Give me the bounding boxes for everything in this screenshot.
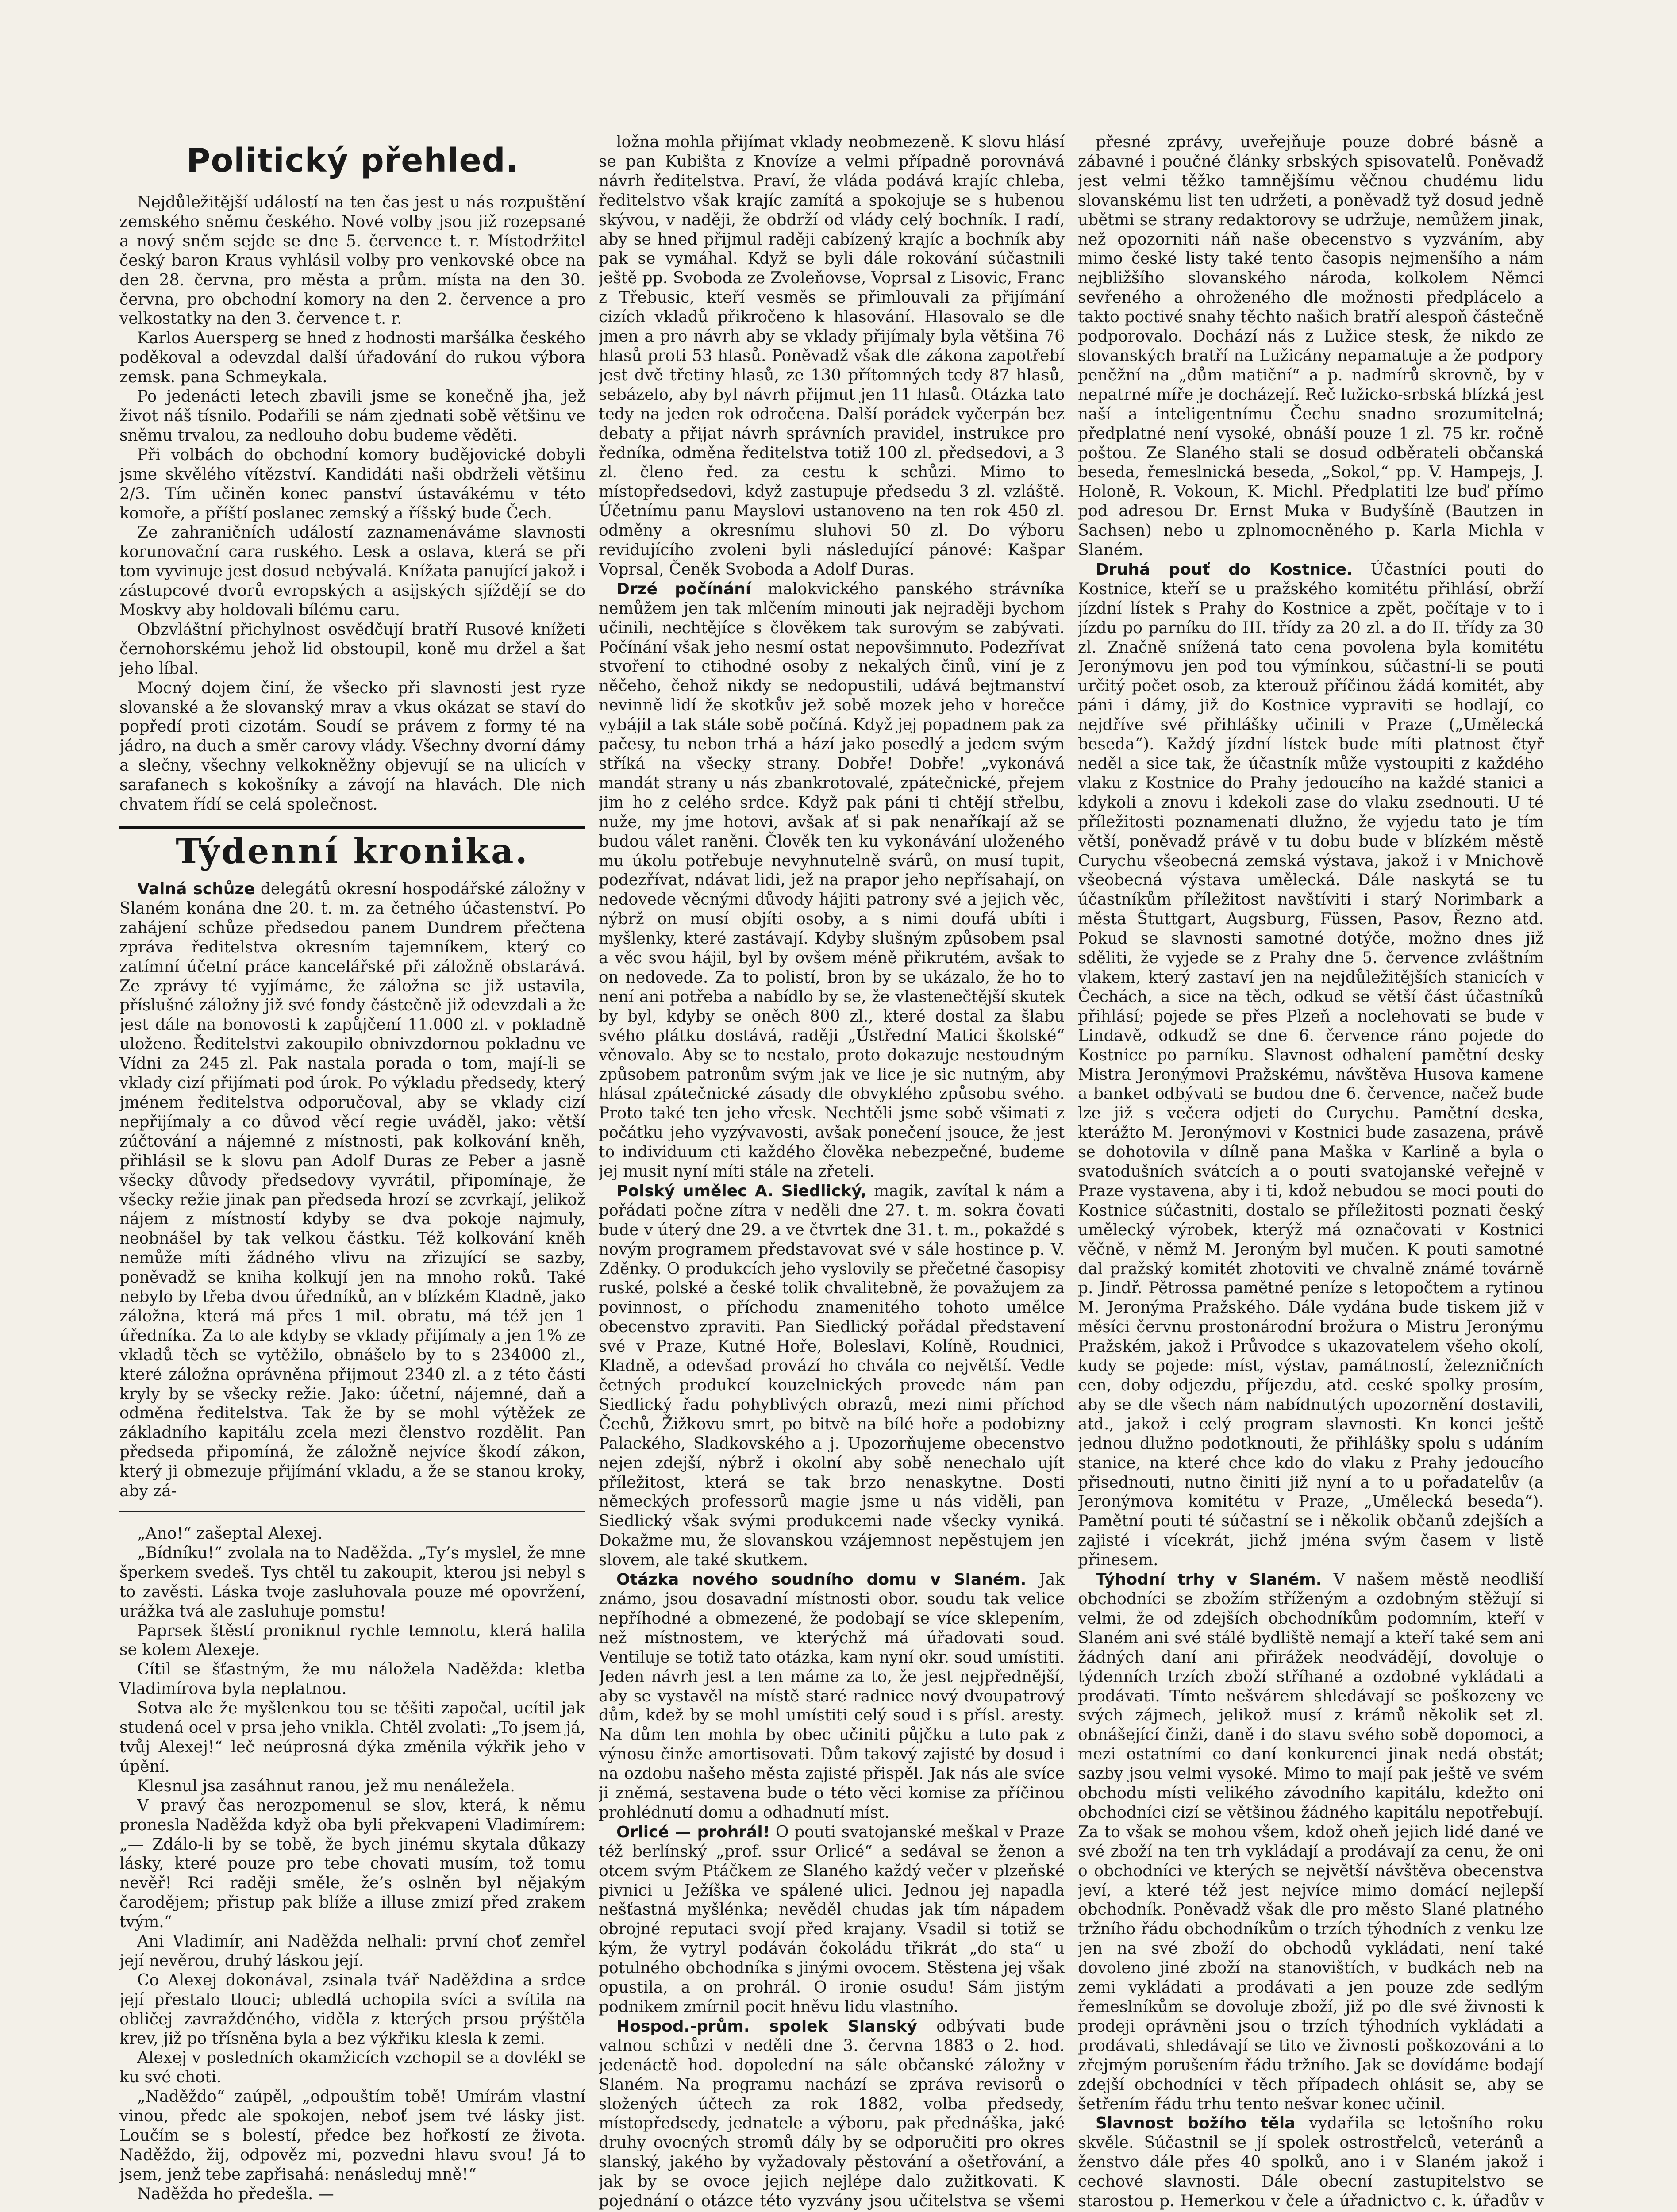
paragraph: Mocný dojem činí, že všecko při slavnosti jest ryze slovanské a že slovanský mrav a vkus okázat se staví do popředí proti cizotám. Soudí se právem z formy té na jádro, na duch a směr carovy vlády. Všechny dvorní dámy a slečny, všechny velkokněžny objevují se na ulicích v sarafanech s kokošníky a závojí na hlavách. Dle nich chvatem řídí se celá společnost.	[119, 679, 585, 814]
article-text: Účastníci pouti do Kostnice, kteří se u pražského komitétu přihlásí, obrží jízdní lístek s Prahy do Kostnice a zpět, počítaje v to i jízdu po parníku do III. třídy za 20 zl. a do II. třídy za 30 zl. Značně snížená tato cena povolena byla komitétu Jeronýmovu jen pod tou výmínkou, súčastní-li se pouti určitý počet osob, za kterouž příčinou žádá komitét, aby páni i dámy, již do Kostnice vypraviti se hodlají, co nejdříve své přihlášky učinili v Praze („Umělecká beseda“). Každý jízdní lístek bude míti platnost čtyř neděl a sice tak, že účastník může vystoupiti z každého vlaku z Kostnice do Prahy jedoucího na každé stanici a kdykoli a znovu i kdekoli zase do vlaku zsednouti. U té příležitosti poznamenati dlužno, že vyjedu tato je tím větší, poněvadž právě v tu dobu bude v blízkém městě Curychu všeobecná zemská výstava, jakož i v Mnichově všeobecná výstava umělecká. Dále naskytá se tu účastníkům příležitost navštíviti i starý Norimbark a města Štuttgart, Augsburg, Füssen, Pasov, Řezno atd. Pokud se slavnosti samotné dotýče, možno dnes již sděliti, že vyjede se z Prahy dne 5. července zvláštním vlakem, který zastaví jen na nejdůležitějších stanicích v Čechách, a sice na těch, odkud se větší část účastníků přihlásí; pojede se přes Plzeň a noclehovati se bude v Lindavě, odkudž se dne 6. července ráno pojede do Kostnice po parníku. Slavnost odhalení pamětní desky Mistra Jeronýmovi Pražskému, návštěva Husova kamene a banket odbývati se budou dne 6. července, načež bude lze již s večera odjeti do Curychu. Pamětní deska, kterážto M. Jeronýmovi v Kostnici bude zasazena, právě se dohotovila v dílně pana Maška v Karlině a byla o svatodušních svátcích a o pouti svatojanské veřejně v Praze vystavena, aby i ti, kdož nebudou se moci pouti do Kostnice súčastniti, dostalo se příležitosti poznati český umělecký výrobek, kterýž má označovati v Kostnici věčně, v němž M. Jeroným byl mučen. K pouti samotné dal pražský komitét zhotoviti ve chvalně známé továrně p. Jindř. Pětrossa pamětné peníze s letopočtem a rytinou M. Jeronýma Pražského. Dále vydána bude tiskem již v měsíci červnu prostonárodní brožura o Mistru Jeronýmu Pražském, jakož i Průvodce s ukazovatelem všeho okolí, kudy se pojede: míst, výstav, památností, železničních cen, doby odjezdu, příjezdu, atd. ceské spolky prosím, aby se dle všech nám nabídnutých upozornění dostavili, atd., jakož i celý program slavnosti. Kn konci ještě jednou dlužno podotknouti, že přihlášky spolu s udáním stanice, na které chce kdo do vlaku z Prahy jedoucího přisednouti, nutno činiti již nyní a to u pořadatelův (a Jeronýmova komitétu v Praze, „Umělecká beseda“). Pamětní pouti té súčastní se i několik občanů zdejších a zajisté i vícekrát, jichž jména svým časem v listě přinesem.	[1078, 560, 1544, 1570]
story-paragraph: Cítil se šťastným, že mu náložela Naděžda: kletba Vladimírova byla neplatnou.	[119, 1660, 585, 1698]
paragraph: Obzvláštní přichylnost osvědčují bratří Rusové knížeti černohorskému jehož lid obstoupil, koně mu držel a šat jeho líbal.	[119, 620, 585, 678]
article-lead: Hospod.-prům. spolek Slanský	[616, 2017, 917, 2035]
article-text: přesné zprávy, uveřejňuje pouze dobré básně a zábavné i poučné články srbských spisovatelů. Poněvadž jest velmi těžko tamnějšímu věčnou chudému lidu slovanskému list ten udržeti, a poněvadž tyž dosud jedně ubětmi se strany redaktorovy se udržuje, nemůžem jinak, než opozorniti náň naše obecenstvo s vyzváním, aby mimo české listy také tento časopis nejmenšího a nám nejbližšího slovanského národa, kolkolem Němci sevřeného a ohroženého dle možnosti předplácelo a takto poctivé snahy těchto našich bratří alespoň částečně podporovalo. Dochází nás z Lužice stesk, že nikdo ze slovanských bratří na Lužicány nepamatuje a že podpory peněžní na „dům matiční“ a p. nadmírů skrovně, by v nepatrné míře je docházejí. Reč lužicko-srbská blízká jest naší a inteligentnímu Čechu snadno srozumitelná; předplatné není vysoké, obnáší pouze 1 zl. 75 kr. ročně poštou. Ze Slaného stali se dosud odběrateli občanská beseda, řemeslnická beseda, „Sokol,“ pp. V. Hampejs, J. Holoně, R. Vokoun, K. Michl. Předplatiti lze buď přímo pod adresou Dr. Ernst Muka v Budyšíně (Bautzen in Sachsen) nebo u zplnomocněného p. Karla Michla v Slaném.	[1078, 133, 1544, 560]
article	[1078, 133, 1544, 560]
story-paragraph: Sotva ale že myšlenkou tou se těšiti započal, ucítil jak studená ocel v prsa jeho vnikla. Chtěl zvolati: „To jsem já, tvůj Alexej!“ leč neúprosná dýka změnila výkřik jeho v úpění.	[119, 1699, 585, 1776]
story-paragraph: V pravý čas nerozpomenul se slov, která, k němu pronesla Naděžda když oba byli překvapeni Vladimírem: „— Zdálo-li by se tobě, že bych jinému skytala důkazy lásky, které pouze pro tebe chovati musím, tož tomu nevěř! Rci raději směle, že’s oslněn byl nějakým čarodějem; přistup pak blíže a illuse zmizí před zrakem tvým.“	[119, 1796, 585, 1932]
article	[1078, 2114, 1544, 2212]
serial-story	[119, 1524, 585, 2204]
article-text: O pouti svatojanské meškal v Praze též berlínský „prof. ssur Orlicé“ a sedával se ženon a otcem svým Ptáčkem ze Slaného každý večer v plzeňské pivnici u Ježíška ve spálené ulici. Jednou jej napadla nešťastná myšlénka; nevěděl chudas jak tím nápadem obrojné reputaci svojí před krajany. Vsadil si totiž se kým, že vytryl podáván čokoládu třikrát „do sta“ u potulného obchodníka s jinými ovocem. Stěstena jej však opustila, a on prohrál. O ironie osudu! Sám jistým podnikem zmírnil pocit hněvu lidu vlastního.	[599, 1823, 1065, 2016]
article-text: V našem městě neodliší obchodníci se zbožím stříženým a ozdobným stěžují si velmi, že od zdejších obchodníkům podomním, kteří v Slaném ani své stálé bydliště nemají a kteří také sem ani žádných daní ani přirážek neodvádějí, dovoluje o týdenních trzích zboží stříhané a ozdobné vykládati a prodávati. Tímto nešvárem shledávají se poškozeny ve svých zájmech, jelikož musí z krámů několik set zl. obnášející činži, daně i do stavu svého sobě dopomoci, a mezi ostatními co daní konkurenci jinak nedá obstát; sazby jsou velmi vysoké. Mimo to mají pak ještě ve svém obchodu místi velikého závodního kapitálu, kdežto oni obchodníci cizí se většinou žádného kapitálu nepotřebují. Za to však se mohou všem, kdož oheň jejich lidé dané ve své zboží na ten trh vykládají a prodávají za cenu, že oni o obchodníci ve kterých se největší návštěva obecenstva jeví, a které též jest nejvíce mimo domácí nejlepší obchodník. Poněvadž však dle pro město Slané platného tržního řádu obchodníkům o trzích týhodních z venku lze jen na své zboží do obchodů vykládati, není také dovoleno jiné zboží na stanovištích, v budkách neb na zemi vykládati a prodávati a jen pouze zde sedlým řemeslníkům se dovoluje zboží, již po dle své živnosti k prodeji oprávněni jsou o trzích týhodních vykládati a prodávati, shledávají se tito ve živnosti poškozováni a to zřejmým porušením řádu tržního. Jak se dovídáme bodají zdejší obchodníci v těch případech ohlásit se, aby se šetřením řádu trhu tento nešvar konec učinil.	[1078, 1571, 1544, 2113]
story-paragraph: „Ano!“ zašeptal Alexej.	[137, 1525, 323, 1543]
article-text: ložna mohla přijímat vklady neobmezeně. K slovu hlásí se pan Kubišta z Knovíze a velmi případně porovnává návrh ředitelstva. Praví, že vláda podává krajíc chleba, ředitelstvo však krajíc zamítá a spokojuje se s hubenou skývou, v naději, že obdrží od vlády celý bochník. I radí, aby se hned přijmul raději cabízený krajíc a bochník aby pak se vymáhal. Když se byli dále rokování súčastnili ještě pp. Svoboda ze Zvoleňovse, Voprsal z Lisovic, Franc z Třebusic, kteří vesměs se přimlouvali za přijímání cizích vkladů přikročeno k hlasování. Hlasovalo se dle jmen a pro návrh aby se vklady přijímaly byla většina 76 hlasů proti 53 hlasů. Poněvadž však dle zákona zapotřebí jest dvě třetiny hlasů, ze 130 přítomných tedy 87 hlasů, sebázelo, aby byl návrh přijmut jen 11 hlasů. Otázka tato tedy na jeden rok odročena. Další porádek vyčerpán bez debaty a přijat návrh správních pravidel, instrukce pro ředníka, odměna ředitelstva totiž 100 zl. předsedovi, a 3 zl. členo řed. za cestu k schůzi. Mimo to místopředsedovi, když zastupuje předsedu 3 zl. vzláště. Účetnímu panu Mayslovi ustanoveno na ten rok 450 zl. odměny a okresnímu sluhovi 50 zl. Do výboru revidujícího zvoleni byli následující pánové: Kašpar Voprsal, Čeněk Svoboda a Adolf Duras.	[599, 133, 1065, 579]
article-text: vydařila se letošního roku skvěle. Súčastnil se jí spolek ostrostřelců, veteránů a ženstvo dále přes 40 spolků, ano i v Slaném jakož i cechové slavnosti. Dále obecní zastupitelstvo se starostou p. Hemerkou v čele a úřadnictvo c. k. úřadův v	[1078, 2114, 1544, 2211]
article-lead: Orlicé — prohrál!	[616, 1823, 770, 1841]
article	[1078, 560, 1544, 1570]
story-paragraph: „Bídníku!“ zvolala na to Naděžda. „Ty’s myslel, že mne šperkem svedeš. Tys chtěl tu zakoupit, kterou jsi nebyl s to zavěsti. Láska tvoje zasluhovala pouze mé opovržení, urážka tvá ale zasluhuje pomstu!	[119, 1544, 585, 1621]
paragraph: Karlos Auersperg se hned z hodnosti maršálka českého poděkoval a odevzdal další úřadování do rukou výbora zemsk. pana Schmeykala.	[119, 329, 585, 387]
article-text: magik, zavítal k nám a pořádati počne zítra v neděli dne 27. t. m. sokra čovati bude v úterý dne 29. a ve čtvrtek dne 31. t. m., pokaždé s novým programem představovat své v sále hostince p. V. Zděnky. O produkcích jeho vyslovily se přečetné časopisy ruské, polské a české tolik chvalitebně, že považujem za povinnost, o příchodu znamenitého tohoto umělce obecenstvo zpraviti. Pan Siedlický pořádal představení své v Praze, Kutné Hoře, Boleslavi, Kolíně, Roudnici, Kladně, a odevšad provází ho chvála co největší. Vedle četných produkcí kouzelnických provede nám pan Siedlický řadu pohyblivých obrazů, mezi nimi příchod Čechů, Žižkovu smrt, po bitvě na bílé hoře a podobizny Palackého, Sladkovského a j. Upozorňujeme obecenstvo nejen zdejší, nýbrž i okolní aby sobě nenechalo ujít příležitost, která se tak brzo nenaskytne. Dosti německých professorů magie jsme u nás viděli, pan Siedlický však svými produkcemi nade všecky vyniká. Dokažme mu, že slovanskou vzájemnost nepěstujem jen slovem, ale také skutkem.	[599, 1182, 1065, 1570]
article-lead: Polský umělec A. Siedlický,	[616, 1182, 867, 1200]
article-text: malokvického panského strávníka nemůžem jen tak mlčením minouti jak nejraději bychom učinili, nechtějíce s člověkem tak surovým se zabývati. Počínání však jeho nesmí ostat nepovšimnuto. Podezřívat stvoření to ctihodné osoby z nekalých činů, viní je z něčeho, čehož nikdy se nedopustili, udává bejtmanství nevinně lidí že skotkův jež sobě mozek jeho v horečce vybájil a tak stále sobě počíná. Když jej popadnem pak za pačesy, tu nebon trhá a hází jako posedlý a jedem svým stříká na všecky strany. Dobře! Dobře! „vykonává mandát strany u nás zbankrotovalé, zpátečnické, přejem jim ho z celého srdce. Když pak páni ti chtějí střelbu, nuže, my jme hotovi, avšak ať si pak nenaříkají až se budou válet raněni. Člověk ten ku vykonávání uloženého mu úkolu potřebuje nevyhnutelně svárů, on musí tupit, podezřívat, ndávat lidi, jež na prapor jeho nepřísahají, on nedovede věcnými důvody hájiti patrony své a jejich věc, nýbrž on musí objíti osoby, a s nimi doufá ubíti i myšlenky, které zastávají. Kdyby slušným způsobem psal a věc svou hájil, byl by ovšem méně přikrutém, avšak to on nedovede. Za to polistí, bron by se ukázalo, že ho to není ani potřeba a nabídlo by se, že vlastenečtější skutek by byl, kdyby se oněch 800 zl., které dostal za šlabu svého plátku dostává, raději „Ústřední Matici školské“ věnovalo. Aby se to nestalo, proto dokazuje nestoudným způsobem patronům svým jak ve lice je sic nutným, aby hlásal zpátečnické zásady dle obvyklého způsobu svého. Proto také ten jeho vřesk. Nechtěli jsme sobě všimati z počátku jeho vyzývavosti, avšak ponečení jsouce, že jest to individuum cti každého člověka nebezpečné, budeme jej musit nyní míti stále na zřeteli.	[599, 580, 1065, 1181]
story-paragraph: Naděžda ho předešla. —	[137, 2185, 334, 2203]
chronicle-paragraph	[119, 879, 585, 1501]
article	[599, 1182, 1065, 1570]
story-paragraph: Alexej v posledních okamžicích vzchopil se a dovlékl se ku své choti.	[119, 2049, 585, 2087]
article	[599, 1823, 1065, 2017]
article-lead: Slavnost božího těla	[1096, 2114, 1296, 2133]
article	[599, 133, 1065, 580]
story-paragraph: Klesnul jsa zasáhnut ranou, jež mu nenáležela.	[137, 1777, 515, 1795]
column-2	[599, 133, 1065, 2212]
article	[1078, 1570, 1544, 2114]
section-title-weekly-chronicle: Týdenní kronika.	[119, 826, 585, 872]
article	[599, 1570, 1065, 1823]
paragraph: Ze zahraničních událostí zaznamenáváme slavnosti korunovační cara ruského. Lesk a oslava, která se při tom vyvinuje jest dosud nebývalá. Knížata panující jakož i zástupcové dvorů evropských a asijských sjíždějí se do Moskvy aby holdovali bílému caru.	[119, 523, 585, 620]
article-lead: Týhodní trhy v Slaném.	[1096, 1571, 1322, 1589]
section-title-political: Politický přehled.	[186, 142, 519, 180]
article-lead: Drzé počínání	[616, 580, 751, 598]
paragraph-lead: Valná schůze	[137, 880, 255, 898]
story-paragraph: Paprsek štěstí proniknul rychle temnotu, která halila se kolem Alexeje.	[119, 1621, 585, 1659]
article-lead: Otázka nového soudního domu v Slaném.	[616, 1571, 1027, 1589]
paragraph: Při volbách do obchodní komory budějovické dobyli jsme skvělého vítězství. Kandidáti naši obdrželi většinu 2/3. Tím učiněn konec panství ústavákému v této komoře, a příští poslanec zemský a říšský bude Čech.	[119, 445, 585, 522]
article-text: Jak známo, jsou dosavadní místnosti obor. soudu tak velice nepříhodné a obmezené, že podobají se více sklepením, než místnostem, ve kterýchž má úřadovati soud. Ventiluje se totiž tato otázka, kam nyní okr. soud umístiti. Jeden návrh jest a ten máme za to, že jest nejpřednější, aby se vystavěl na místě staré radnice nový dvoupatrový dům, kdež by se mohl umístiti celý soud i s přísl. aresty. Na dům ten mohla by obec učiniti půjčku a tuto pak z výnosu činže amortisovati. Dům takový zajisté by dosud i na ozdobu našeho města zajisté přispěl. Jak nás ale svíce ji zněmá, sestavena bude o této věci komise za příčinou prohlédnutí domu a odhadnutí míst.	[599, 1571, 1065, 1822]
story-paragraph: Co Alexej dokonával, zsinala tvář Naděždina a srdce její přestalo tlouci; ubledlá uchopila svíci a svítila na obličej zavražděného, viděla z kterých prsou prýštěla krev, již po třísněna byla a bez výkřiku klesla k zemi.	[119, 1971, 585, 2048]
article-lead: Druhá pouť do Kostnice.	[1096, 560, 1353, 579]
story-divider	[119, 1511, 585, 1514]
story-paragraph: „Naděždo“ zaúpěl, „odpouštím tobě! Umírám vlastní vinou, předc ale spokojen, neboť jsem tvé lásky jist. Loučím se s bolestí, předce bez hořkostí ze života. Naděždo, žij, odpověz mi, pozvedni hlavu svou! Já to jsem, jenž tebe zapřisahá: nenásleduj mně!“	[119, 2088, 585, 2184]
paragraph: Nejdůležitější událostí na ten čas jest u nás rozpuštění zemského sněmu českého. Nové volby jsou již rozepsané a nový sněm sejde se dne 5. července t. r. Místodržitel český baron Kraus vyhlásil volby pro venkovské obce na den 28. června, pro města a prům. místa na den 30. června, pro obchodní komory na den 2. července a pro velkostatky na den 3. července t. r.	[119, 193, 585, 328]
article	[599, 580, 1065, 1182]
column-1	[119, 133, 585, 2212]
paragraph: Po jedenácti letech zbavili jsme se konečně jha, jež život náš tísnilo. Podařili se nám zjednati sobě většinu ve sněmu trvalou, za nedlouho dobu budeme věděti.	[119, 388, 585, 445]
newspaper-page	[119, 133, 1589, 2212]
story-paragraph: Ani Vladimír, ani Naděžda nelhali: první choť zemřel její nevěrou, druhý láskou její.	[119, 1932, 585, 1970]
political-overview	[119, 193, 585, 814]
article-text: odbývati bude valnou schůzi v neděli dne 3. června 1883 o 2. hod. jedenáctě hod. dopolední na sále občanské záložny v Slaném. Na programu nachází se zpráva revisorů o složených účtech za rok 1882, volba předsedy, místopředsedy, jednatele a výboru, pak přednáška, jaké druhy ovocných stromů dály by se odporučiti pro okres slanský, jakého by vyžadovaly pěstování a ošetřování, a jak by se ovoce jejich nejlépe dalo zužitkovati. K pojednání o otázce této vyzvány jsou učitelstva se všemi	[599, 2017, 1065, 2211]
column-3	[1078, 133, 1544, 2212]
article	[599, 2017, 1065, 2212]
paragraph-text: delegátů okresní hospodářské záložny v Slaném konána dne 20. t. m. za četného účastenství. Po zahájení schůze předsedou panem Dundrem přečtena zpráva ředitelstva okresním tajemníkem, který co zatímní účetní práce kancelářské při záložně obstarává. Ze zprávy té vyjímáme, že záložna se již ustavila, příslušné záložny již své fondy částečně již odevzdali a že jest dále na bonovosti k zapůjčení 11.000 zl. v pokladně uloženo. Ředitelstvi zakoupilo obnivzdornou pokladnu ve Vídni za 245 zl. Pak nastala porada o tom, mají-li se vklady cizí přijímati pod úrok. Po výkladu předsedy, který jménem ředitelstva odporučoval, aby se vklady cizí nepřijímaly a co důvod věcí regie uváděl, jako: větší zúčtování a nájemné z místnosti, pak kolkování kněh, přihlásil se k slovu pan Adolf Duras ze Peber a jasně všecky důvody předsedovy vyvrátil, připomínaje, že všecky režie jinak pan předseda hrozí se zcvrkají, jelikož nájem z místností kdyby se dva pokoje najmuly, neobnášel by tak velkou částku. Též kolkování kněh nemůže míti žádného vlivu na zřizující se sazby, poněvadž se kniha kolkují jen na mnoho roků. Také nebylo by třeba dvou úředníků, an v blízkém Kladně, jako záložna, která má přes 1 mil. obratu, má též jen 1 úředníka. Za to ale kdyby se vklady přijímaly a jen 1% ze vkladů těch se vytěžilo, obnášelo by to s 234000 zl., které záložna oprávněna přijmout 2340 zl. a z této části kryly by se všecky režie. Jako: účetní, nájemné, daň a odměna ředitelstva. Tak že by se mohl výtěžek ze základního kapitálu zcela mezi členstvo rozdělit. Pan předseda připomíná, že záložně nejvíce škodí zákon, který ji obmezuje přijímání vkladu, a že se stanou kroky, aby zá-	[119, 880, 585, 1501]
